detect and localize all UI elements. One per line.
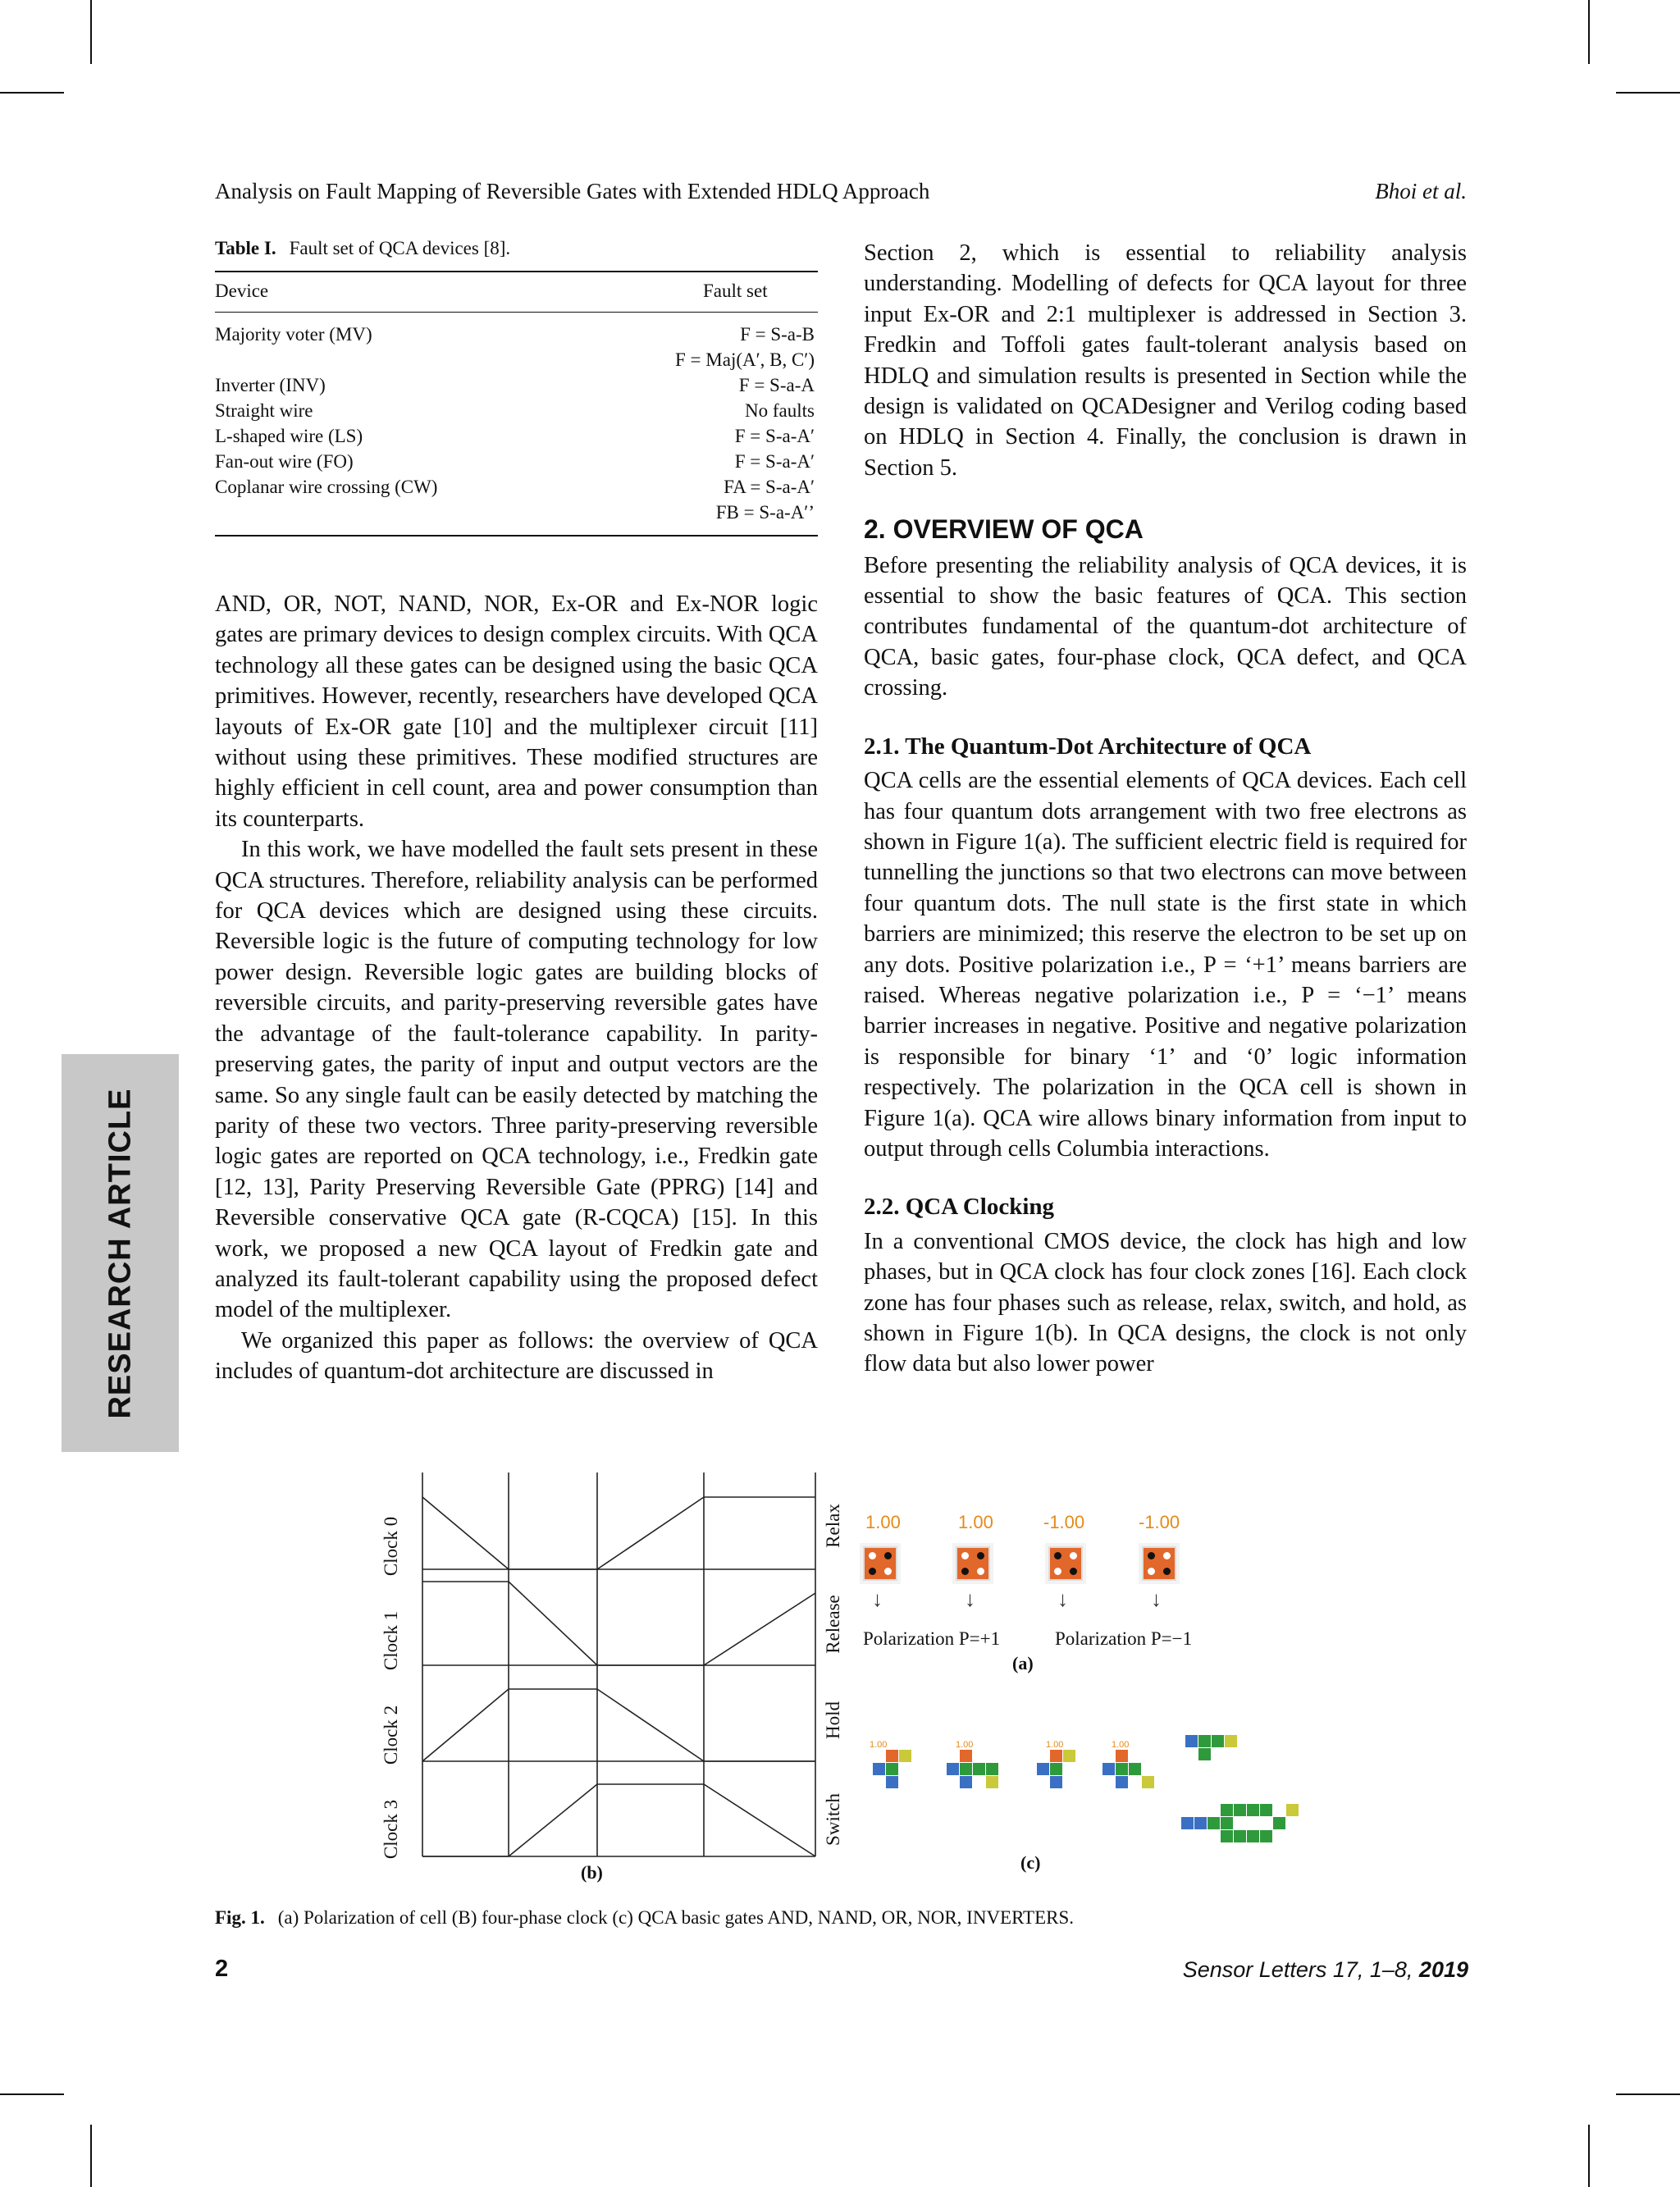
- figure-caption-text: (a) Polarization of cell (B) four-phase clock (c) QCA basic gates AND, NAND, OR, NOR, INVERTERS.: [277, 1907, 1075, 1928]
- subfigure-a-label: (a): [1012, 1653, 1034, 1673]
- polarization-value: -1.00: [1139, 1512, 1180, 1532]
- polarization-value: 1.00: [865, 1512, 901, 1532]
- clock-0-label: Clock 0: [381, 1516, 401, 1577]
- arrow-down-icon: ↓: [872, 1587, 883, 1611]
- clock-3-waveform: [422, 1784, 815, 1856]
- right-paragraph-2: QCA cells are the essential elements of QCA devices. Each cell has four quantum dots arrangement with two free electrons as shown in Figure 1(a). The sufficient electric field is required for tunnelling the junctions so that two electrons can move between four quantum dots. The null state is the first state in which barriers are minimized; this reserve the electron to be set up on any dots. Positive polarization i.e., P = ‘+1’ means barriers are raised. Whereas negative polarization i.e., P = ‘−1’ means barrier increases in negative. Positive and negative polarization is responsible for binary ‘1’ and ‘0’ logic information respectively. The polarization in the QCA cell is shown in Figure 1(a). QCA wire allows binary information from input to output through cells Columbia interactions.: [864, 768, 1467, 1162]
- device-cell: [215, 500, 582, 525]
- subfigure-c-label: (c): [1020, 1852, 1041, 1873]
- table-row: [215, 347, 818, 372]
- table-row: [215, 474, 818, 500]
- device-cell: L-shaped wire (LS): [215, 426, 363, 446]
- gate-nor: [1102, 1740, 1154, 1788]
- table-row: [215, 372, 818, 398]
- table-label: Table I.: [215, 238, 276, 258]
- table-row: [215, 423, 818, 449]
- sidebar-label: RESEARCH ARTICLE: [103, 1087, 137, 1419]
- table-caption-text: Fault set of QCA devices [8].: [289, 238, 511, 258]
- qca-cell-negative: [1142, 1546, 1176, 1581]
- table-row: [215, 398, 818, 423]
- crop-mark: [90, 0, 92, 64]
- svg-text:1.00: 1.00: [1112, 1740, 1130, 1750]
- right-paragraph-0: Section 2, which is essential to reliability analysis understanding. Modelling of defects for QCA layout for three input Ex-OR and 2:1 multiplexer is addressed in Section 3. Fredkin and Toffoli gates fault-tolerant analysis based on HDLQ and simulation results is presented in Section while the design is validated on QCADesigner and Verilog coding based on HDLQ in Section 4. Finally, the conclusion is drawn in Section 5.: [864, 240, 1467, 481]
- journal-name: Sensor Letters 17, 1–8,: [1182, 1957, 1419, 1982]
- table-rule-top: [215, 271, 818, 272]
- qca-cell-positive: [956, 1546, 990, 1581]
- crop-mark: [1588, 2125, 1590, 2187]
- left-paragraph-3: We organized this paper as follows: the overview of QCA includes of quantum-dot architecture are discussed in: [215, 1327, 818, 1385]
- svg-text:1.00: 1.00: [956, 1740, 974, 1750]
- svg-text:1.00: 1.00: [870, 1740, 888, 1750]
- clock-0-waveform: [422, 1497, 815, 1569]
- gate-and: [870, 1740, 911, 1788]
- arrow-down-icon: ↓: [1057, 1587, 1068, 1611]
- journal-year: 2019: [1418, 1957, 1468, 1982]
- fault-cell: F = S-a-A′: [734, 426, 815, 446]
- polarization-negative-label: Polarization P=−1: [1055, 1628, 1193, 1649]
- subfigure-b-label: (b): [581, 1862, 603, 1883]
- clock-2-waveform: [422, 1689, 815, 1761]
- crop-mark: [0, 92, 64, 94]
- svg-text:1.00: 1.00: [1046, 1740, 1064, 1750]
- arrow-down-icon: ↓: [965, 1587, 975, 1611]
- device-cell: [215, 347, 582, 372]
- fault-table: [215, 322, 818, 525]
- crop-mark: [1616, 92, 1680, 94]
- clock-1-waveform: [422, 1582, 815, 1665]
- clock-diagram: [418, 1472, 817, 1858]
- clock-3-label: Clock 3: [381, 1799, 401, 1860]
- device-cell: Inverter (INV): [215, 375, 326, 395]
- qca-cell-negative: [1048, 1546, 1083, 1581]
- table-rule-mid: [215, 312, 818, 313]
- device-cell: Coplanar wire crossing (CW): [215, 477, 438, 497]
- gate-nand: [947, 1740, 998, 1788]
- device-cell: Majority voter (MV): [215, 324, 372, 345]
- fault-cell: F = S-a-A: [738, 375, 815, 395]
- polarization-value: 1.00: [958, 1512, 993, 1532]
- section-heading-2: 2. OVERVIEW OF QCA: [864, 514, 1144, 545]
- qca-basic-gates: [861, 1710, 1321, 1866]
- phase-switch-label: Switch: [823, 1793, 843, 1846]
- right-column: [864, 238, 1467, 1380]
- table-row: [215, 500, 818, 525]
- fault-cell: F = S-a-A′: [734, 451, 815, 472]
- phase-relax-label: Relax: [823, 1504, 843, 1548]
- figure-label: Fig. 1.: [215, 1907, 265, 1928]
- running-title: Analysis on Fault Mapping of Reversible Gates with Extended HDLQ Approach: [215, 179, 930, 203]
- fault-cell: FA = S-a-A′: [724, 477, 815, 497]
- left-column: [215, 589, 818, 1387]
- right-paragraph-3: In a conventional CMOS device, the clock has high and low phases, but in QCA clock has four clock zones [16]. Each clock zone has four phases such as release, relax, switch, and hold, as shown in Figure 1(b). In QCA designs, the clock is not only flow data but also lower power: [864, 1228, 1467, 1377]
- crop-mark: [1588, 0, 1590, 64]
- gate-inverters: [1181, 1735, 1299, 1842]
- fault-cell: F = S-a-B: [740, 324, 815, 345]
- gate-or: [1037, 1740, 1075, 1788]
- fault-cell: No faults: [745, 400, 815, 421]
- subsection-heading-2-1: 2.1. The Quantum-Dot Architecture of QCA: [864, 733, 1312, 760]
- page-number: 2: [215, 1956, 229, 1982]
- polarization-positive-label: Polarization P=+1: [863, 1628, 1001, 1649]
- fault-cell: F = Maj(A′, B, C′): [675, 349, 815, 370]
- crop-mark: [90, 2125, 92, 2187]
- polarization-value: -1.00: [1043, 1512, 1085, 1532]
- phase-release-label: Release: [823, 1595, 843, 1654]
- journal-citation: [1183, 1957, 1468, 1983]
- table-header-row: [215, 281, 818, 302]
- running-authors: Bhoi et al.: [1375, 179, 1467, 203]
- fault-cell: FB = S-a-A′’: [715, 502, 815, 523]
- table-row: [215, 449, 818, 474]
- qca-cell-positive: [863, 1546, 897, 1581]
- figure-caption: [215, 1907, 1074, 1929]
- col-faultset-header: Fault set: [703, 281, 768, 301]
- table-row: [215, 322, 818, 347]
- table-caption: [215, 238, 510, 259]
- crop-mark: [0, 2093, 64, 2095]
- col-device-header: Device: [215, 281, 269, 301]
- device-cell: Fan-out wire (FO): [215, 451, 354, 472]
- left-paragraph-1: AND, OR, NOT, NAND, NOR, Ex-OR and Ex-NOR logic gates are primary devices to design complex circuits. With QCA technology all these gates can be designed using the basic QCA primitives. However, recently, researchers have developed QCA layouts of Ex-OR gate [10] and the multiplexer circuit [11] without using these primitives. These modified structures are highly efficient in cell count, area and power consumption than its counterparts.: [215, 591, 818, 832]
- table-rule-bottom: [215, 535, 818, 536]
- left-paragraph-2: In this work, we have modelled the fault sets present in these QCA structures. Therefore, reliability analysis can be performed for QCA devices which are designed using these circuits. Reversible logic is the future of computing technology for low power design. Reversible logic gates are building blocks of reversible circuits, and parity-preserving reversible gates have the advantage of the fault-tolerance capability. In parity-preserving gates, the parity of input and output vectors are the same. So any single fault can be easily detected by matching the parity of these two vectors. Three parity-preserving reversible logic gates are reported on QCA technology, i.e., Fredkin gate [12, 13], Parity Preserving Reversible Gate (PPRG) [14] and Reversible conservative QCA gate (R-CQCA) [15]. In this work, we proposed a new QCA layout of Fredkin gate and analyzed its fault-tolerant capability using the proposed defect model of the multiplexer.: [215, 837, 818, 1323]
- subsection-heading-2-2: 2.2. QCA Clocking: [864, 1194, 1055, 1221]
- phase-hold-label: Hold: [823, 1701, 843, 1739]
- arrow-down-icon: ↓: [1151, 1587, 1162, 1611]
- right-paragraph-1: Before presenting the reliability analysis of QCA devices, it is essential to show the basic features of QCA. This section contributes fundamental of the quantum-dot architecture of QCA, basic gates, four-phase clock, QCA defect, and QCA crossing.: [864, 552, 1467, 701]
- crop-mark: [1616, 2093, 1680, 2095]
- device-cell: Straight wire: [215, 400, 313, 421]
- clock-1-label: Clock 1: [381, 1610, 401, 1671]
- research-article-sidebar: [62, 1054, 179, 1452]
- clock-2-label: Clock 2: [381, 1705, 401, 1765]
